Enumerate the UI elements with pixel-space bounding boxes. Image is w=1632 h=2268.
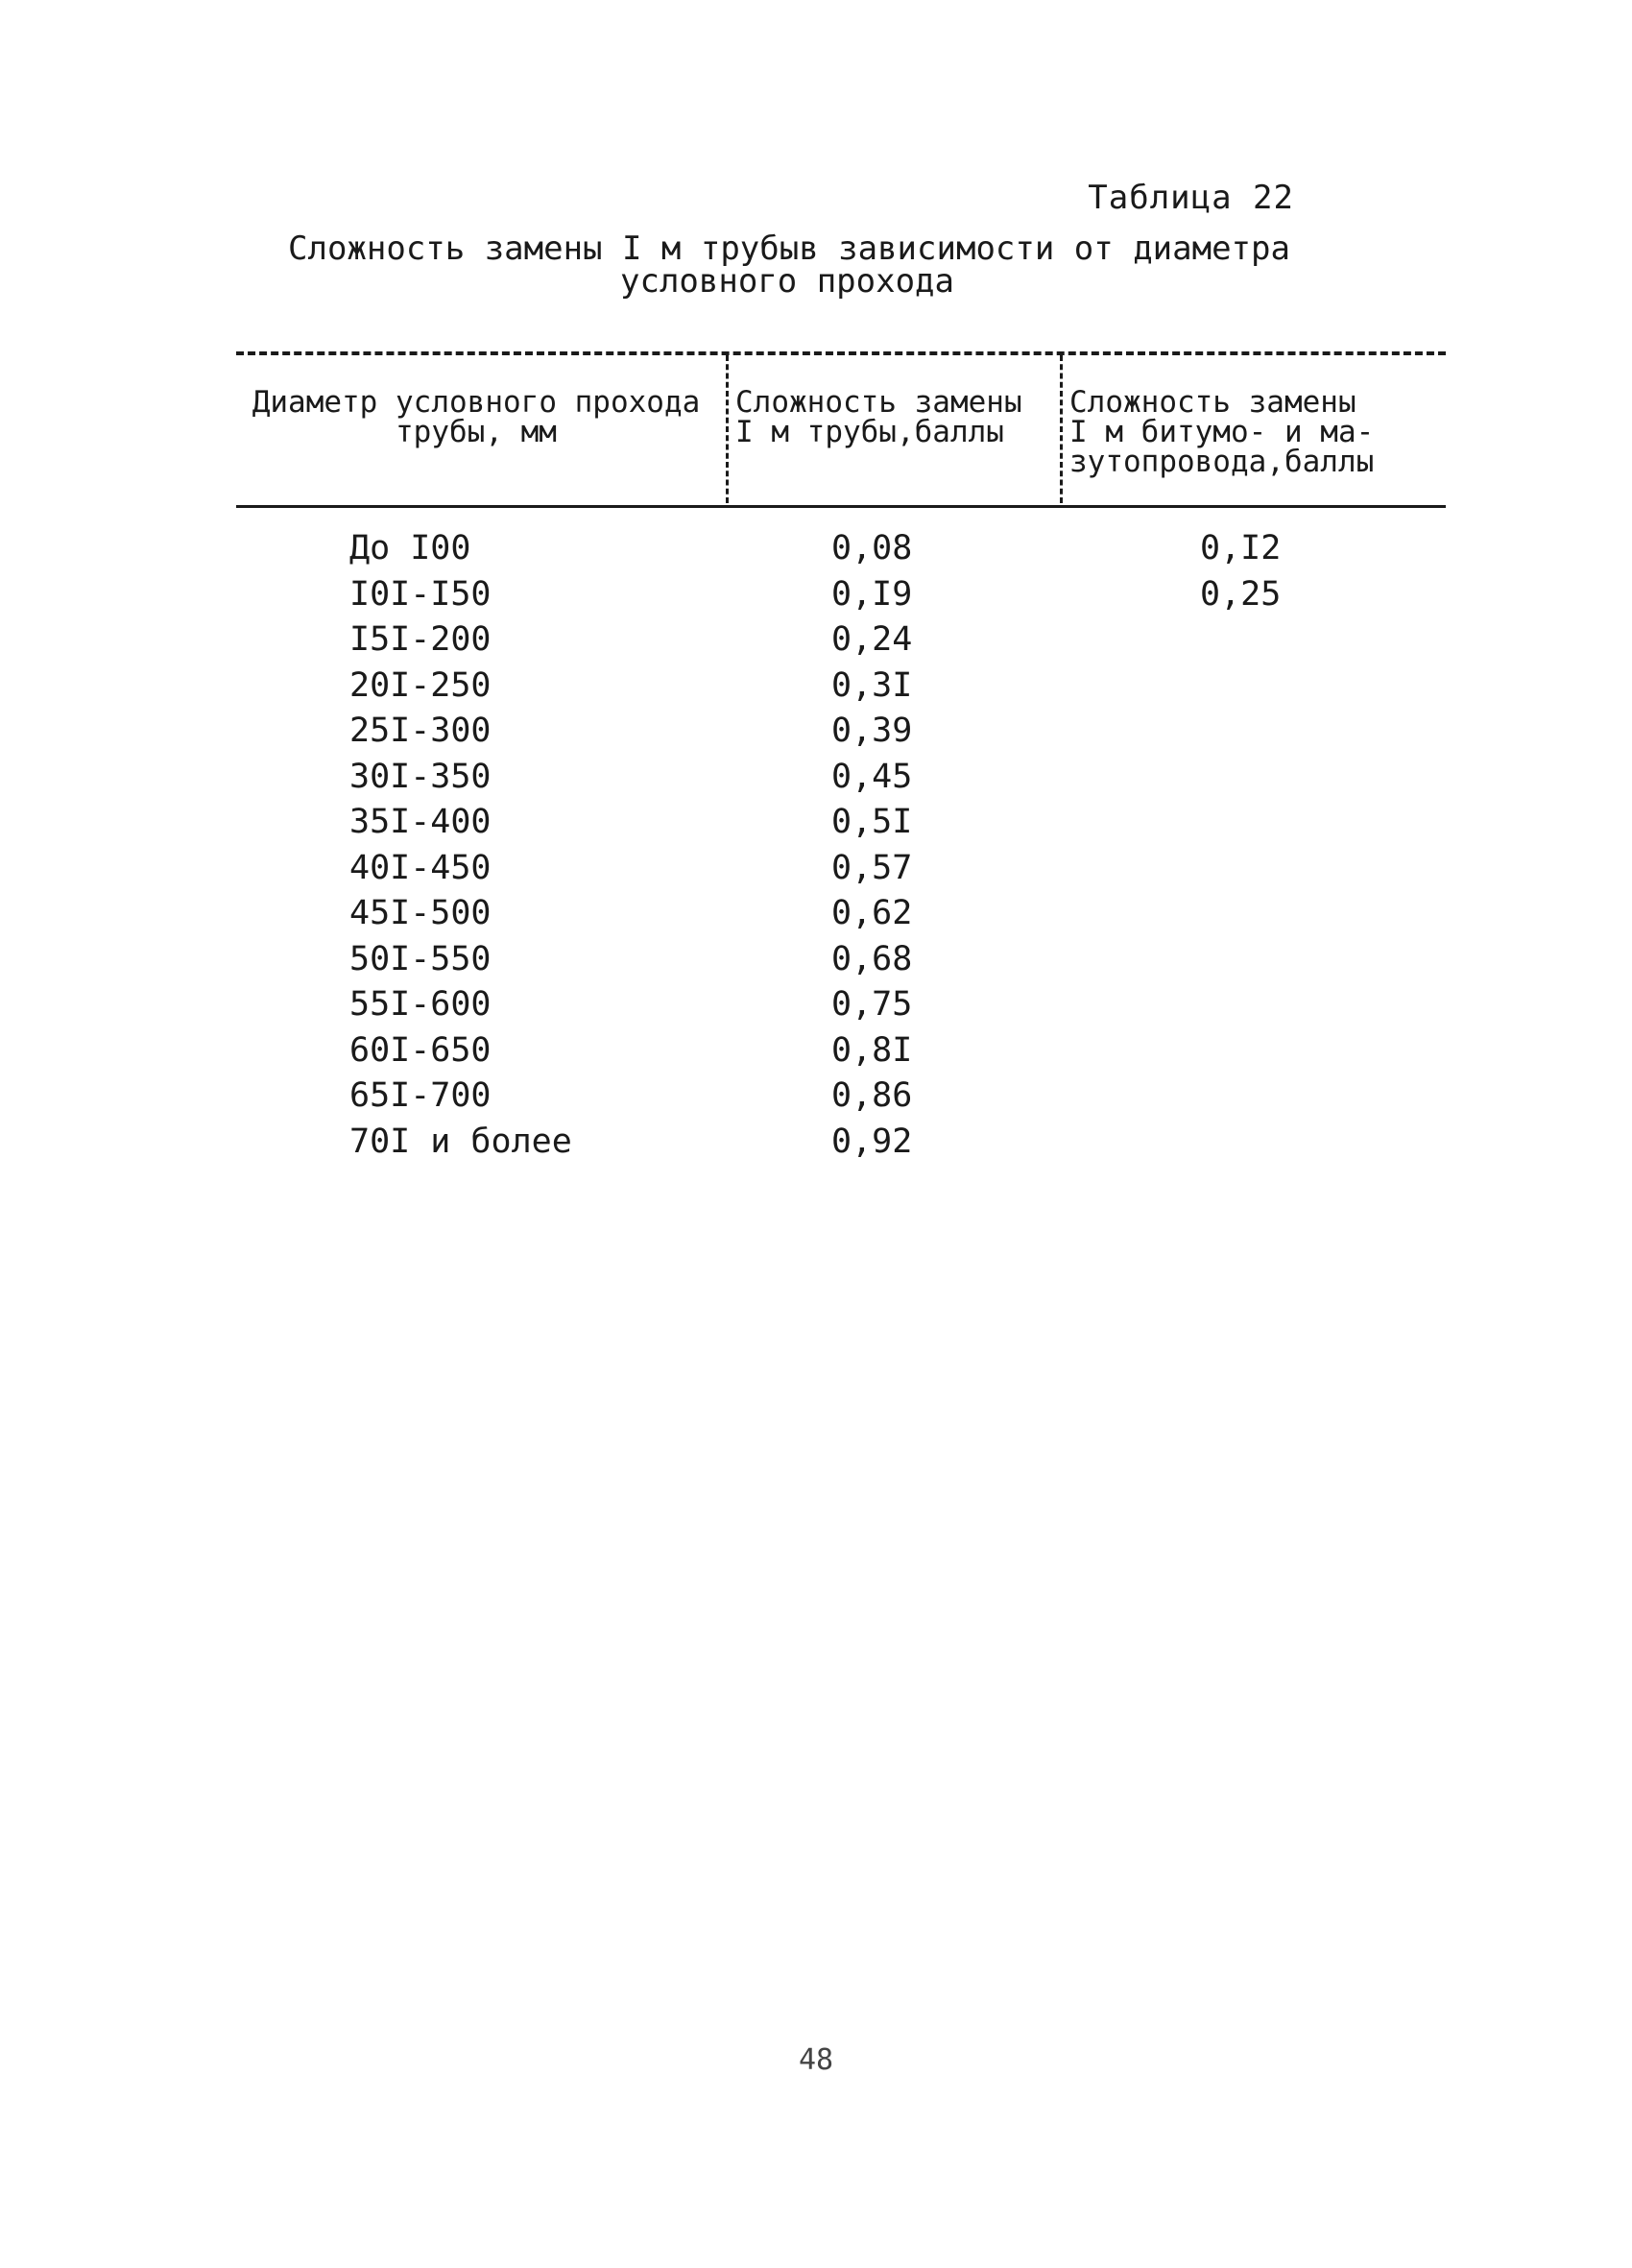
header-bitumen-complexity <box>1069 385 1444 479</box>
header-pipe-line-2: I м трубы,баллы <box>735 415 1004 449</box>
cell-pipe-complexity: 0,I9 <box>831 574 913 614</box>
header-diameter-line-1: Диаметр условного прохода <box>252 385 701 420</box>
table-row <box>236 664 1446 710</box>
header-bitumen-line-1: Сложность замены <box>1069 385 1356 420</box>
cell-pipe-complexity: 0,57 <box>831 848 913 887</box>
table-number: Таблица 22 <box>1088 179 1294 217</box>
table-row <box>236 755 1446 801</box>
table-row <box>236 937 1446 983</box>
header-bitumen-line-2: I м битумо- и ма- <box>1069 415 1375 449</box>
cell-diameter: 30I-350 <box>349 757 492 796</box>
table-row <box>236 709 1446 755</box>
cell-diameter: 35I-400 <box>349 803 492 841</box>
cell-diameter: 65I-700 <box>349 1076 492 1115</box>
table-row <box>236 617 1446 664</box>
table-row <box>236 982 1446 1028</box>
cell-pipe-complexity: 0,62 <box>831 894 913 932</box>
cell-pipe-complexity: 0,3I <box>831 665 913 705</box>
header-pipe-complexity <box>735 385 1052 449</box>
table-row <box>236 1074 1446 1120</box>
column-divider <box>1060 355 1063 503</box>
table-row <box>236 572 1446 618</box>
cell-diameter: 20I-250 <box>349 665 492 705</box>
cell-diameter: 55I-600 <box>349 985 492 1024</box>
table-row <box>236 1028 1446 1074</box>
cell-bitumen-complexity: 0,I2 <box>1200 529 1282 567</box>
cell-pipe-complexity: 0,24 <box>831 620 913 659</box>
cell-diameter: До I00 <box>349 529 471 567</box>
cell-bitumen-complexity: 0,25 <box>1200 574 1282 614</box>
header-bottom-rule <box>236 505 1446 508</box>
cell-pipe-complexity: 0,86 <box>831 1076 913 1115</box>
column-divider <box>726 355 729 503</box>
header-diameter <box>236 385 716 449</box>
cell-pipe-complexity: 0,39 <box>831 712 913 750</box>
table-row <box>236 846 1446 892</box>
cell-diameter: 60I-650 <box>349 1030 492 1070</box>
caption-line-2: условного прохода <box>620 262 954 301</box>
header-pipe-line-1: Сложность замены <box>735 385 1022 420</box>
header-diameter-line-2: трубы, мм <box>396 415 557 449</box>
cell-diameter: 25I-300 <box>349 712 492 750</box>
cell-pipe-complexity: 0,75 <box>831 985 913 1024</box>
table-top-rule <box>236 351 1446 355</box>
header-bitumen-line-3: зутопровода,баллы <box>1069 445 1375 479</box>
cell-diameter: I5I-200 <box>349 620 492 659</box>
cell-pipe-complexity: 0,08 <box>831 529 913 567</box>
table-row <box>236 891 1446 937</box>
cell-pipe-complexity: 0,8I <box>831 1030 913 1070</box>
page-number: 48 <box>798 2043 834 2077</box>
table-row <box>236 1120 1446 1166</box>
cell-diameter: 40I-450 <box>349 848 492 887</box>
cell-pipe-complexity: 0,45 <box>831 757 913 796</box>
table-row <box>236 526 1446 572</box>
caption-line-1: Сложность замены I м трубыв зависимости от диаметра <box>288 229 1290 268</box>
cell-diameter: 70I и более <box>349 1122 572 1161</box>
cell-pipe-complexity: 0,68 <box>831 939 913 978</box>
cell-diameter: 45I-500 <box>349 894 492 932</box>
table-body <box>236 526 1446 1165</box>
table-row <box>236 800 1446 846</box>
cell-diameter: I0I-I50 <box>349 574 492 614</box>
cell-diameter: 50I-550 <box>349 939 492 978</box>
cell-pipe-complexity: 0,5I <box>831 803 913 841</box>
table-caption <box>288 229 1290 301</box>
cell-pipe-complexity: 0,92 <box>831 1122 913 1161</box>
